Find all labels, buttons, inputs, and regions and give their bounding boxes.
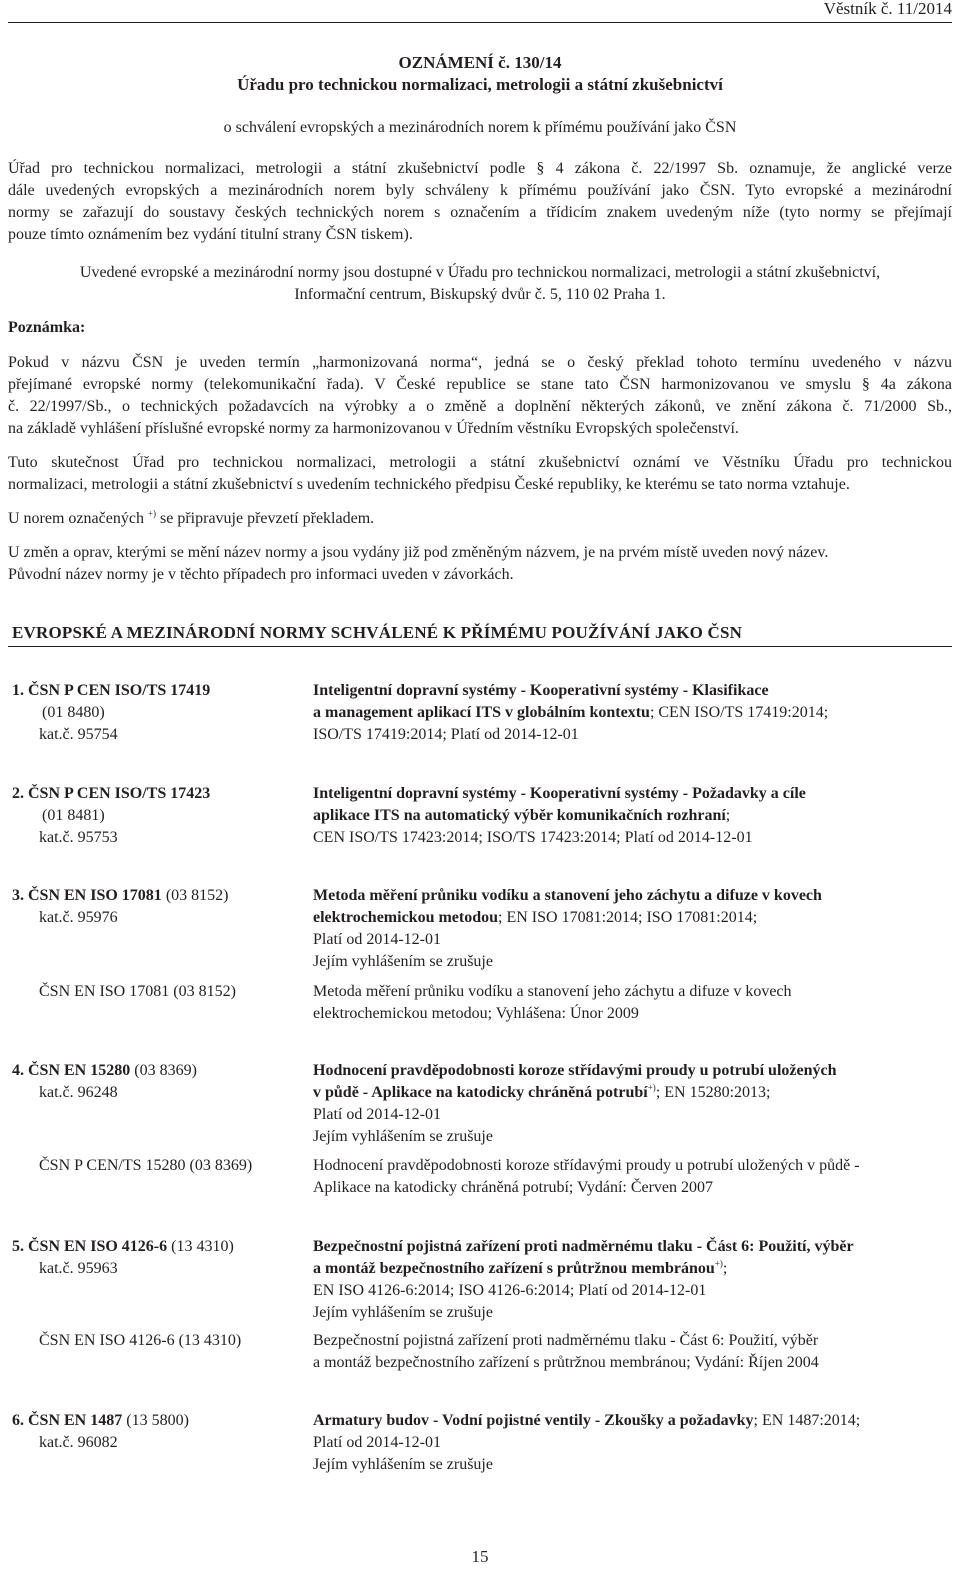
title-text: elektrochemickou metodou (313, 909, 499, 926)
withdrawal-line: Jejím vyhlášením se zrušuje (313, 1456, 493, 1473)
standard-code (12, 1410, 189, 1432)
validity-line: EN ISO 4126-6:2014; ISO 4126-6:2014; Platí od 2014-12-01 (313, 1282, 707, 1299)
section-title: EVROPSKÉ A MEZINÁRODNÍ NORMY SCHVÁLENÉ K PŘÍMÉMU POUŽÍVÁNÍ JAKO ČSN (12, 623, 743, 642)
reference-text: ; (725, 807, 731, 824)
withdrawn-standard-code: ČSN P CEN/TS 15280 (03 8369) (39, 1157, 253, 1174)
title-line (313, 1082, 837, 1104)
fact-line: Tuto skutečnost Úřad pro technickou normalizaci, metrologii a státní zkušebnictví oznámí ve Věstníku Úřadu pro technickou (8, 454, 952, 471)
class-code: (13 5800) (126, 1412, 189, 1429)
validity-line: CEN ISO/TS 17423:2014; ISO/TS 17423:2014; Platí od 2014-12-01 (313, 829, 753, 846)
catalog-number: kat.č. 95753 (39, 829, 118, 846)
withdrawal-line: Jejím vyhlášením se zrušuje (313, 1304, 493, 1321)
code-text: ČSN P CEN ISO/TS 17419 (28, 682, 211, 699)
list-item (12, 783, 210, 849)
title-line: Bezpečnostní pojistná zařízení proti nadměrnému tlaku - Část 6: Použití, výběr (313, 1238, 854, 1255)
item-number: 2. (12, 785, 24, 802)
standard-description (313, 1060, 837, 1148)
standard-code (12, 1060, 197, 1082)
title-text: a montáž bezpečnostního zařízení s průtržnou membránou (313, 1260, 715, 1277)
old-title-line: Metoda měření průniku vodíku a stanovení jeho záchytu a difuze v kovech (313, 983, 792, 1000)
standard-code (12, 783, 210, 805)
intro-line: pouze tímto oznámením bez vydání titulní strany ČSN tiskem). (8, 226, 413, 243)
validity-line: Platí od 2014-12-01 (313, 1106, 441, 1123)
translation-mark: +) (714, 1258, 723, 1269)
title-text: v půdě - Aplikace na katodicky chráněná potrubí (313, 1084, 648, 1101)
code-text: ČSN P CEN ISO/TS 17423 (28, 785, 211, 802)
standard-description (313, 885, 822, 973)
fact-paragraph (8, 452, 952, 496)
old-title-line: Bezpečnostní pojistná zařízení proti nadměrnému tlaku - Část 6: Použití, výběr (313, 1332, 819, 1349)
old-title-line: Aplikace na katodicky chráněná potrubí; Vydání: Červen 2007 (313, 1179, 714, 1196)
notice-subject: o schválení evropských a mezinárodních norem k přímému používání jako ČSN (223, 119, 737, 136)
note-line: Pokud v názvu ČSN je uveden termín „harmonizovaná norma“, jedná se o český překlad tohoto termínu uvedeného v názvu (8, 354, 952, 371)
availability-line: Informační centrum, Biskupský dvůr č. 5, 110 02 Praha 1. (294, 286, 666, 303)
class-code: (03 8152) (165, 887, 229, 904)
title-text: Armatury budov - Vodní pojistné ventily - Zkoušky a požadavky (313, 1412, 754, 1429)
translation-mark: +) (147, 508, 157, 519)
note-line: přejímané evropské normy (telekomunikační řada). V České republice se stane tato ČSN harmonizovanou ve smyslu § 4a zákona (8, 376, 952, 393)
availability-line: Uvedené evropské a mezinárodní normy jsou dostupné v Úřadu pro technickou normalizaci, metrologii a státní zkušebnictví, (79, 264, 881, 281)
translation-mark: +) (647, 1082, 656, 1093)
title-line: Inteligentní dopravní systémy - Kooperativní systémy - Požadavky a cíle (313, 785, 806, 802)
validity-line: Platí od 2014-12-01 (313, 1434, 441, 1451)
title-line (313, 805, 806, 827)
old-title-line: elektrochemickou metodou; Vyhlášena: Únor 2009 (313, 1005, 639, 1022)
title-line (313, 1258, 854, 1280)
title-line: Metoda měření průniku vodíku a stanovení jeho záchytu a difuze v kovech (313, 887, 822, 904)
code-text: ČSN EN 15280 (28, 1062, 131, 1079)
reference-text: ; EN 15280:2013; (655, 1084, 771, 1101)
item-number: 3. (12, 887, 24, 904)
title-line (313, 702, 828, 724)
list-item (12, 1410, 189, 1454)
withdrawal-line: Jejím vyhlášením se zrušuje (313, 1128, 493, 1145)
reference-text: ; EN 1487:2014; (753, 1412, 861, 1429)
reference-text: ; CEN ISO/TS 17419:2014; (649, 704, 829, 721)
validity-line: Platí od 2014-12-01 (313, 931, 441, 948)
intro-line: normy se zařazují do soustavy českých technických norem s označením a třídicím znakem uvedeným níže (tyto normy se přejímají (8, 204, 952, 221)
standard-code (12, 680, 210, 702)
item-number: 6. (12, 1412, 24, 1429)
standard-code (12, 1236, 234, 1258)
translation-text: se připravuje převzetí překladem. (160, 510, 375, 527)
standard-description (313, 1410, 860, 1476)
catalog-number: kat.č. 96082 (39, 1434, 118, 1451)
withdrawn-standard-code: ČSN EN ISO 4126-6 (13 4310) (39, 1332, 242, 1349)
changes-line: Původní název normy je v těchto případech pro informaci uveden v závorkách. (8, 566, 514, 583)
standard-description (313, 783, 806, 849)
changes-line: U změn a oprav, kterými se mění název normy a jsou vydány již pod změněným názvem, je na prvém místě uveden nový název. (8, 544, 829, 561)
catalog-number: kat.č. 95754 (39, 726, 118, 743)
title-line (313, 907, 822, 929)
changes-paragraph (8, 542, 952, 586)
standard-description (313, 1236, 854, 1324)
old-title-line: Hodnocení pravděpodobnosti koroze střídavými proudy u potrubí uložených v půdě - (313, 1157, 860, 1174)
old-title-line: a montáž bezpečnostního zařízení s průtržnou membránou; Vydání: Říjen 2004 (313, 1354, 819, 1371)
fact-line: normalizaci, metrologii a státní zkušebnictví s uvedením technického předpisu České republiky, ke kterému se tato norma vztahuje. (8, 476, 850, 493)
notice-title: OZNÁMENÍ č. 130/14 (398, 53, 562, 72)
list-item (12, 680, 210, 746)
intro-line: dále uvedených evropských a mezinárodních norem byly schváleny k přímému používání jako ČSN. Tyto evropské a mezinárodní (8, 182, 952, 199)
catalog-number: kat.č. 95976 (39, 909, 118, 926)
title-line: Hodnocení pravděpodobnosti koroze střídavými proudy u potrubí uložených (313, 1062, 837, 1079)
item-number: 4. (12, 1062, 24, 1079)
journal-issue: Věstník č. 11/2014 (823, 0, 952, 18)
title-text: aplikace ITS na automatický výběr komunikačních rozhraní (313, 807, 726, 824)
class-code: (13 4310) (171, 1238, 234, 1255)
class-code: (01 8480) (42, 704, 105, 721)
withdrawn-standard-description (313, 981, 792, 1025)
withdrawn-standard-description (313, 1330, 819, 1374)
title-text: a management aplikací ITS v globálním kontextu (313, 704, 650, 721)
note-paragraph (8, 352, 952, 440)
standard-description (313, 680, 828, 746)
code-text: ČSN EN ISO 17081 (28, 887, 162, 904)
code-text: ČSN EN ISO 4126-6 (28, 1238, 168, 1255)
list-item (12, 885, 228, 929)
note-label: Poznámka: (8, 319, 86, 336)
standard-code (12, 885, 228, 907)
item-number: 5. (12, 1238, 24, 1255)
validity-line: ISO/TS 17419:2014; Platí od 2014-12-01 (313, 726, 579, 743)
notice-authority: Úřadu pro technickou normalizaci, metrologii a státní zkušebnictví (237, 75, 723, 94)
intro-paragraph (8, 158, 952, 246)
list-item (12, 1060, 197, 1104)
withdrawn-standard-code: ČSN EN ISO 17081 (03 8152) (39, 983, 236, 1000)
intro-line: Úřad pro technickou normalizaci, metrologii a státní zkušebnictví podle § 4 zákona č. 22/1997 Sb. oznamuje, že anglické verze (8, 160, 952, 177)
code-text: ČSN EN 1487 (28, 1412, 123, 1429)
class-code: (03 8369) (134, 1062, 197, 1079)
translation-note (8, 508, 374, 530)
reference-text: ; EN ISO 17081:2014; ISO 17081:2014; (498, 909, 758, 926)
item-number: 1. (12, 682, 24, 699)
reference-text: ; (722, 1260, 728, 1277)
list-item (12, 1236, 234, 1280)
header-rule (8, 22, 952, 23)
note-line: na základě vyhlášení příslušné evropské normy za harmonizovanou v Úředním věstníku Evropských společenství. (8, 420, 739, 437)
withdrawal-line: Jejím vyhlášením se zrušuje (313, 953, 493, 970)
title-line (313, 1410, 860, 1432)
section-rule (8, 646, 952, 647)
note-line: č. 22/1997/Sb., o technických požadavcích na výrobky a o změně a doplnění některých zákonů, ve znění zákona č. 71/2000 Sb., (8, 398, 952, 415)
class-code: (01 8481) (42, 807, 105, 824)
catalog-number: kat.č. 95963 (39, 1260, 118, 1277)
translation-text: U norem označených (8, 510, 144, 527)
catalog-number: kat.č. 96248 (39, 1084, 118, 1101)
page-number: 15 (471, 1547, 489, 1566)
title-line: Inteligentní dopravní systémy - Kooperativní systémy - Klasifikace (313, 682, 769, 699)
withdrawn-standard-description (313, 1155, 860, 1199)
